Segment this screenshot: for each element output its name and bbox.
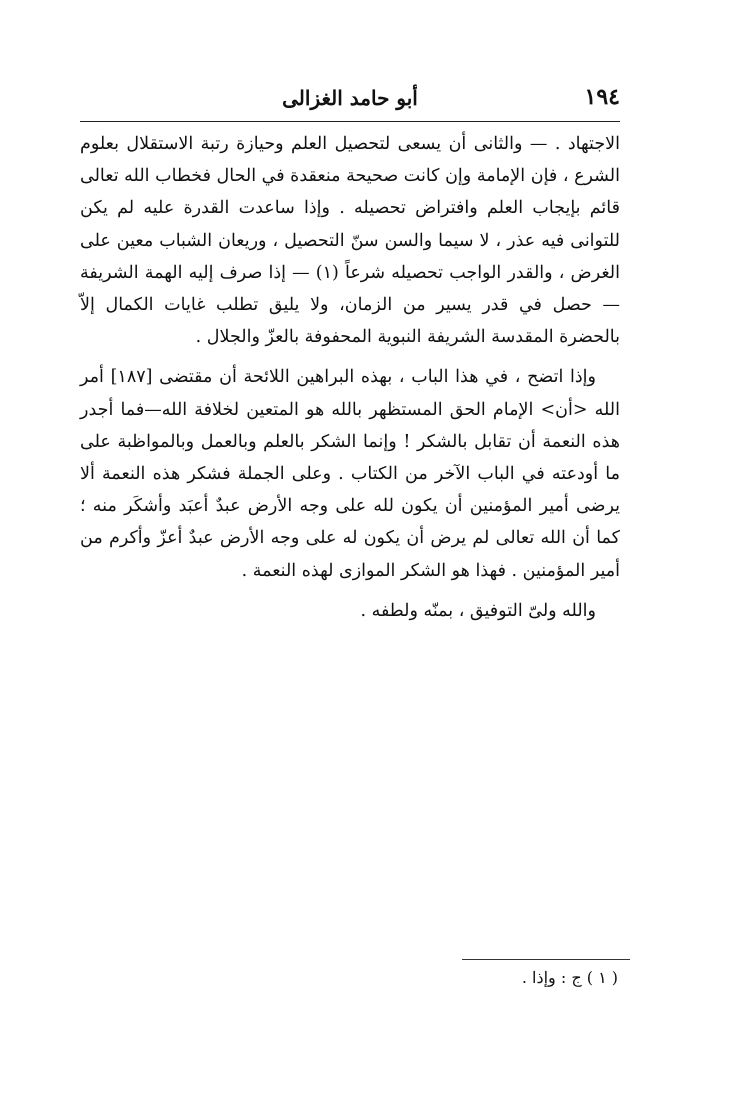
paragraph-3: والله ولىّ التوفيق ، بمنّه ولطفه . [360, 600, 596, 621]
main-text [80, 128, 620, 627]
header-rule [80, 121, 620, 122]
paragraph-1: الاجتهاد . — والثانى أن يسعى لتحصيل العلم وحيازة رتبة الاستقلال بعلوم الشرع ، فإن الإمامة وإن كانت صحيحة منعقدة في الحال فخطاب الله تعالى قائم بإيجاب العلم وافتراض تحصيله . وإذا ساعدت القدرة عليه لم يكن للتوانى فيه عذر ، لا سيما والسن سنّ التحصيل ، وريعان الشباب معين على الغرض ، والقدر الواجب تحصيله شرعاً (١) — إذا صرف إليه الهمة الشريفة — حصل في قدر يسير من الزمان، ولا يليق تطلب غايات الكمال إلاّ بالحضرة المقدسة الشريفة النبوية المحفوفة بالعزّ والجلال . [80, 134, 620, 348]
page-header [80, 84, 620, 118]
footnote-rule [462, 959, 630, 960]
page-number: ١٩٤ [584, 84, 620, 110]
paragraph-2: وإذا اتضح ، في هذا الباب ، بهذه البراهين اللائحة أن مقتضى [١٨٧] أمر الله <أن> الإمام الحق المستظهر بالله هو المتعين لخلافة الله—فما أجدر هذه النعمة أن تقابل بالشكر ! وإنما الشكر بالعلم وبالعمل وبالمواظبة على ما أودعته في الباب الآخر من الكتاب . وعلى الجملة فشكر هذه النعمة ألا يرضى أمير المؤمنين أن يكون لله على وجه الأرض عبدٌ أعبَد وأشكَر منه ؛ كما أن الله تعالى لم يرض أن يكون له على وجه الأرض عبدٌ أعزّ وأكرم من أمير المؤمنين . فهذا هو الشكر الموازى لهذه النعمة . [80, 367, 620, 581]
running-title: أبو حامد الغزالى [282, 86, 418, 110]
footnote: ( ١ ) ج : وإذا . [521, 968, 618, 987]
